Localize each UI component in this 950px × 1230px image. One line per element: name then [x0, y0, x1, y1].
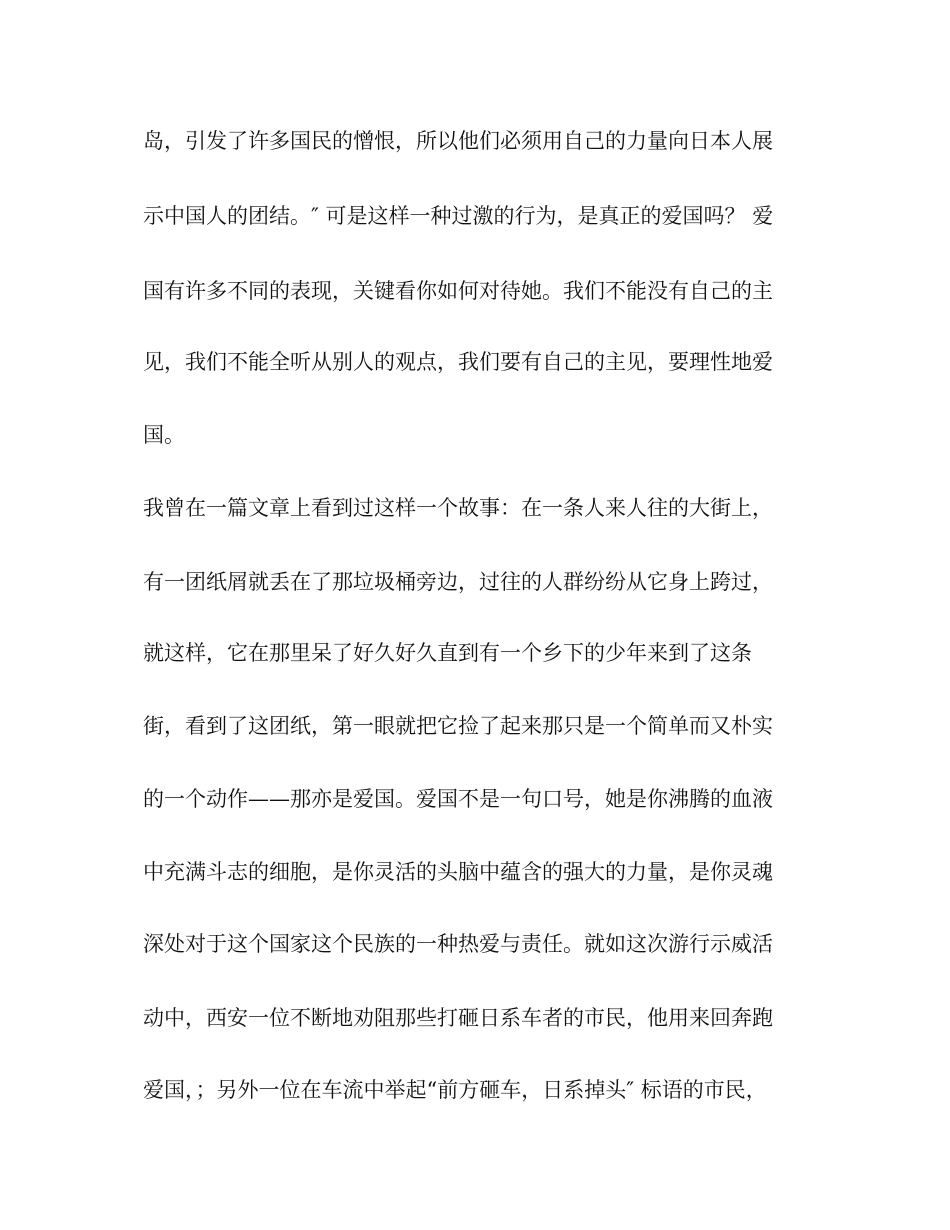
text-line: 见，我们不能全听从别人的观点，我们要有自己的主见，要理性地爱	[143, 350, 773, 374]
text-line: 爱国，；另外一位在车流中举起“前方砸车，日系掉头″ 标语的市民，	[143, 1078, 767, 1102]
text-line: 中充满斗志的细胞，是你灵活的头脑中蕴含的强大的力量，是你灵魂	[143, 860, 773, 884]
text-line: 示中国人的团结。″ 可是这样一种过激的行为，是真正的爱国吗？ 爱	[143, 204, 774, 228]
text-line: 我曾在一篇文章上看到过这样一个故事：在一条人来人往的大街上，	[143, 496, 773, 520]
text-line: 街，看到了这团纸，第一眼就把它捡了起来那只是一个简单而又朴实	[143, 714, 773, 738]
text-line: 岛，引发了许多国民的憎恨，所以他们必须用自己的力量向日本人展	[143, 129, 773, 153]
text-line: 深处对于这个国家这个民族的一种热爱与责任。就如这次游行示威活	[143, 932, 773, 956]
text-line: 的一个动作——那亦是爱国。爱国不是一句口号，她是你沸腾的血液	[143, 787, 773, 811]
text-line: 国有许多不同的表现，关键看你如何对待她。我们不能没有自己的主	[143, 279, 773, 303]
text-line: 有一团纸屑就丢在了那垃圾桶旁边，过往的人群纷纷从它身上跨过，	[143, 570, 773, 594]
text-line: 国。	[143, 423, 185, 447]
text-line: 动中，西安一位不断地劝阻那些打砸日系车者的市民，他用来回奔跑	[143, 1006, 773, 1030]
text-line: 就这样，它在那里呆了好久好久直到有一个乡下的少年来到了这条	[143, 641, 752, 665]
